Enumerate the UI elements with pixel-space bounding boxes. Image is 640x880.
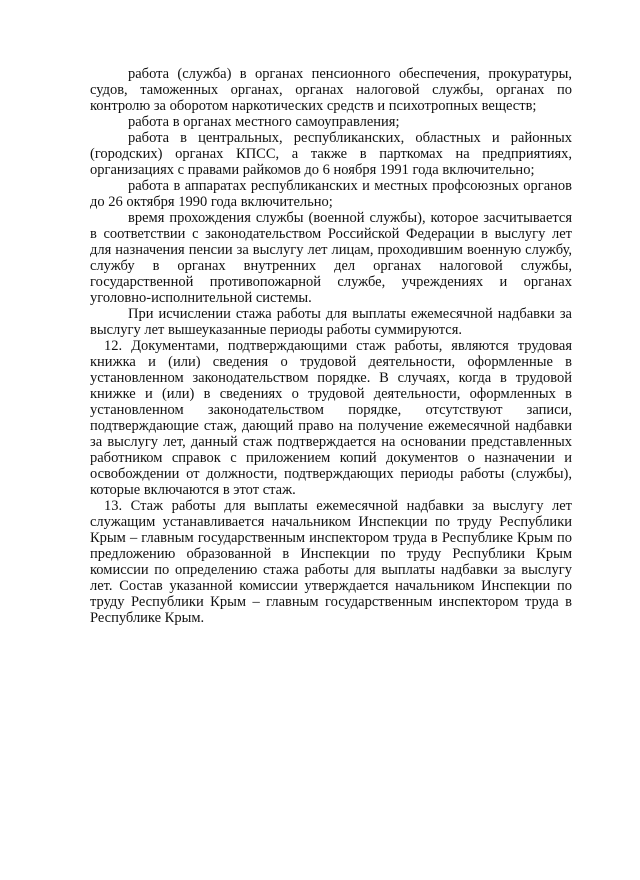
paragraph-military-service: время прохождения службы (военной службы), которое засчитывается в соответствии с законодательством Российской Федерации в выслугу лет для назначения пенсии за выслугу лет лицам, проходившим военную службу, службу в органах внутренних дел органах налоговой службы, государственной противопожарной службе, учреждениях и органах уголовно-исполнительной системы. xyxy=(90,210,572,306)
paragraph-item-12: 12. Документами, подтверждающими стаж работы, являются трудовая книжка и (или) сведения о трудовой деятельности, оформленные в установленном законодательством порядке. В случаях, когда в трудовой книжке и (или) в сведениях о трудовой деятельности, оформленных в установленном законодательством порядке, отсутствуют записи, подтверждающие стаж, дающий право на получение ежемесячной надбавки за выслугу лет, данный стаж подтверждается на основании представленных работником справок с приложением копий документов о назначении и освобождении от должности, подтверждающих периоды работы (службы), которые включаются в этот стаж. xyxy=(90,338,572,498)
paragraph-cpsu-organs: работа в центральных, республиканских, областных и районных (городских) органах КПСС, а также в парткомах на предприятиях, организациях с правами райкомов до 6 ноября 1991 года включительно; xyxy=(90,130,572,178)
paragraph-local-government: работа в органах местного самоуправления; xyxy=(128,114,400,130)
paragraph-item-13: 13. Стаж работы для выплаты ежемесячной надбавки за выслугу лет служащим устанавливается начальником Инспекции по труду Республики Крым – главным государственным инспектором труда в Республике Крым по предложению образованной в Инспекции по труду Республики Крым комиссии по определению стажа работы для выплаты надбавки за выслугу лет. Состав указанной комиссии утверждается начальником Инспекции по труду Республики Крым – главным государственным инспектором труда в Республике Крым. xyxy=(90,498,572,626)
paragraph-pension-service: работа (служба) в органах пенсионного обеспечения, прокуратуры, судов, таможенных органах, органах налоговой службы, органах по контролю за оборотом наркотических средств и психотропных веществ; xyxy=(90,66,572,114)
paragraph-trade-unions: работа в аппаратах республиканских и местных профсоюзных органов до 26 октября 1990 года включительно; xyxy=(90,178,572,210)
document-page xyxy=(90,66,572,626)
paragraph-summation: При исчислении стажа работы для выплаты ежемесячной надбавки за выслугу лет вышеуказанные периоды работы суммируются. xyxy=(90,306,572,338)
